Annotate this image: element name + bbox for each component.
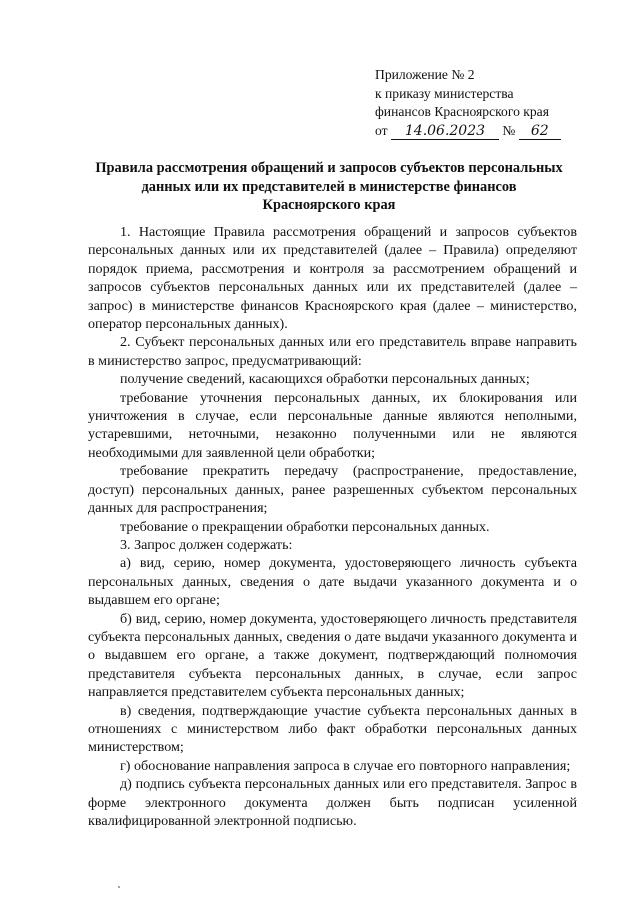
handwritten-date: 14.06.2023	[391, 124, 499, 140]
paragraph-2: 2. Субъект персональных данных или его представитель вправе направить в министерство запрос, предусматривающий:	[88, 334, 577, 369]
title-line-1: Правила рассмотрения обращений и запросов субъектов персональных	[95, 160, 563, 176]
title-line-3: Красноярского края	[262, 197, 396, 213]
paragraph-11: г) обоснование направления запроса в случае его повторного направления;	[120, 757, 571, 774]
paragraph-12: д) подпись субъекта персональных данных или его представителя. Запрос в форме электронного документа должен быть подписан усиленной квалифицированной электронной подписью.	[88, 776, 577, 829]
paragraph-7: 3. Запрос должен содержать:	[120, 536, 293, 553]
paragraph-5: требование прекратить передачу (распространение, предоставление, доступ) персональных данных, ранее разрешенных субъектом персональных данных для распространения;	[88, 463, 577, 517]
handwritten-number: 62	[519, 124, 561, 140]
appendix-line-1: Приложение № 2	[375, 67, 475, 82]
paragraph-9: б) вид, серию, номер документа, удостоверяющего личность представителя субъекта персональных данных, сведения о дате выдачи указанного документа и о выдавшем его органе, а также документ, подтверждающий полномочия представителя субъекта персональных данных, в случае, если запрос направляется представителем субъекта персональных данных;	[88, 610, 577, 701]
paragraph-10: в) сведения, подтверждающие участие субъекта персональных данных в отношениях с министерством либо факт обработки персональных данных министерством;	[88, 702, 577, 756]
appendix-line-2: к приказу министерства	[375, 85, 514, 101]
paragraph-4: требование уточнения персональных данных, их блокирования или уничтожения в случае, если персональные данные являются неполными, устаревшими, неточными, незаконно полученными или не являются необходимыми для заявленной цели обработки;	[88, 389, 577, 461]
document-title	[80, 159, 578, 215]
paragraph-6: требование о прекращении обработки персональных данных.	[120, 518, 490, 535]
document-body	[88, 223, 577, 830]
appendix-date-line	[375, 122, 595, 141]
paragraph-3: получение сведений, касающихся обработки персональных данных;	[120, 371, 530, 388]
appendix-line-3: финансов Красноярского края	[375, 104, 549, 119]
number-prefix: №	[502, 122, 516, 138]
title-line-2: данных или их представителей в министерстве финансов	[141, 178, 517, 195]
scan-speck	[118, 886, 120, 888]
paragraph-8: а) вид, серию, номер документа, удостоверяющего личность субъекта персональных данных, сведения о дате выдачи указанного документа и о выдавшем его органе;	[88, 555, 577, 609]
date-prefix: от	[375, 122, 388, 138]
appendix-header	[375, 66, 595, 140]
paragraph-1: 1. Настоящие Правила рассмотрения обращений и запросов субъектов персональных данных или их представителей (далее – Правила) определяют порядок приема, рассмотрения и контроля за рассмотрением обращений и запросов субъектов персональных данных или их представителей (далее – запрос) в министерстве финансов Красноярского края (далее – министерство, оператор персональных данных).	[88, 224, 577, 333]
